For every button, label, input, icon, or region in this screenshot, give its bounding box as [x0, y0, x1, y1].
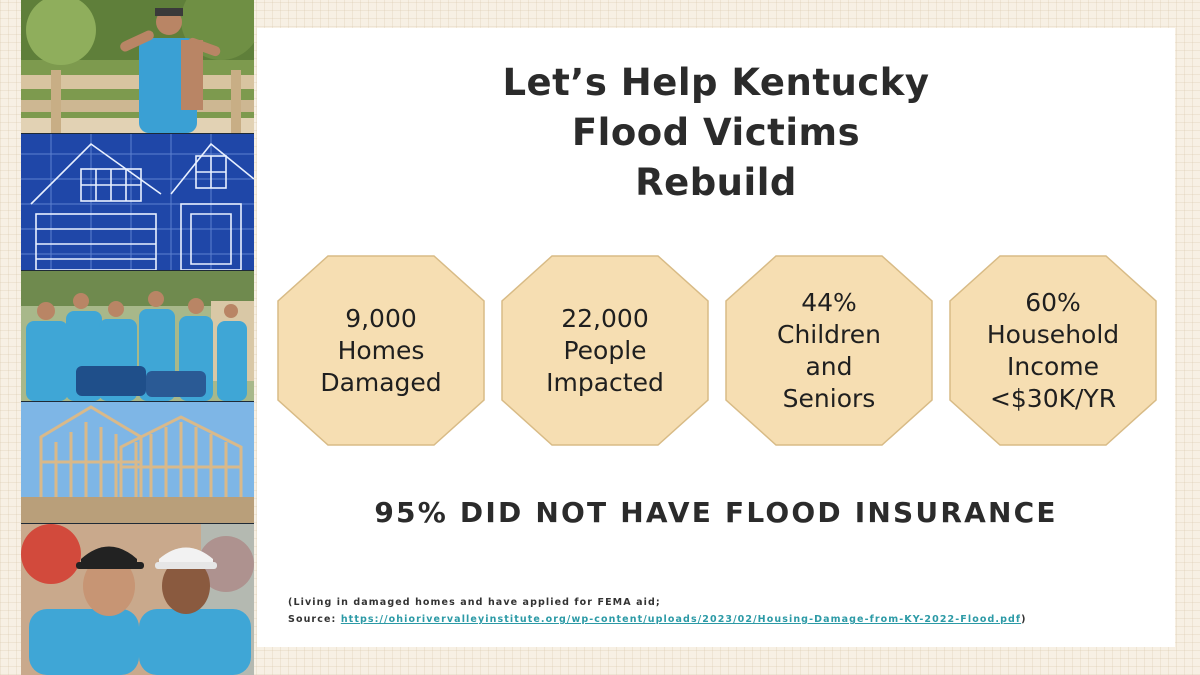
- stat-label: People: [563, 335, 647, 365]
- source-footnote: [288, 594, 1027, 628]
- footnote-source-line: [288, 611, 1027, 628]
- stat-label: Damaged: [320, 367, 442, 397]
- stats-row: [272, 253, 1162, 453]
- house-blueprint-photo: [21, 134, 254, 270]
- source-link[interactable]: https://ohiorivervalleyinstitute.org/wp-content/uploads/2023/02/Housing-Damage-from-KY-2022-Flood.pdf: [340, 614, 1022, 625]
- volunteer-crowd-photo: [21, 271, 254, 401]
- stat-label: and: [805, 351, 853, 381]
- stat-label: Impacted: [546, 367, 664, 397]
- title-line: Flood Victims: [571, 111, 861, 154]
- page-title: [257, 58, 1175, 208]
- content-panel: [257, 28, 1175, 647]
- stat-label: Income: [1007, 351, 1099, 381]
- smiling-volunteers-photo: [21, 524, 254, 675]
- footnote-close: ): [1021, 614, 1027, 625]
- stat-household-income: [947, 253, 1159, 448]
- footnote-note: (Living in damaged homes and have applied for FEMA aid;: [288, 597, 661, 608]
- source-label: Source:: [288, 614, 341, 625]
- photo-strip: [21, 0, 254, 675]
- stat-label: <$30K/YR: [989, 383, 1117, 413]
- flood-insurance-headline: 95% DID NOT HAVE FLOOD INSURANCE: [374, 496, 1058, 529]
- stat-value: 60%: [1025, 287, 1081, 317]
- title-line: Let’s Help Kentucky: [502, 61, 930, 104]
- volunteer-carpenter-photo: [21, 0, 254, 133]
- stat-label: Children: [776, 319, 882, 349]
- stat-value: 22,000: [561, 303, 649, 333]
- stat-value: 44%: [801, 287, 857, 317]
- stat-label: Household: [986, 319, 1120, 349]
- house-framing-photo: [21, 402, 254, 523]
- stat-label: Homes: [337, 335, 425, 365]
- stat-value: 9,000: [345, 303, 417, 333]
- title-line: Rebuild: [635, 161, 797, 204]
- stat-children-seniors: [723, 253, 935, 448]
- stat-homes-damaged: [275, 253, 487, 448]
- stat-label: Seniors: [782, 383, 876, 413]
- stat-people-impacted: [499, 253, 711, 448]
